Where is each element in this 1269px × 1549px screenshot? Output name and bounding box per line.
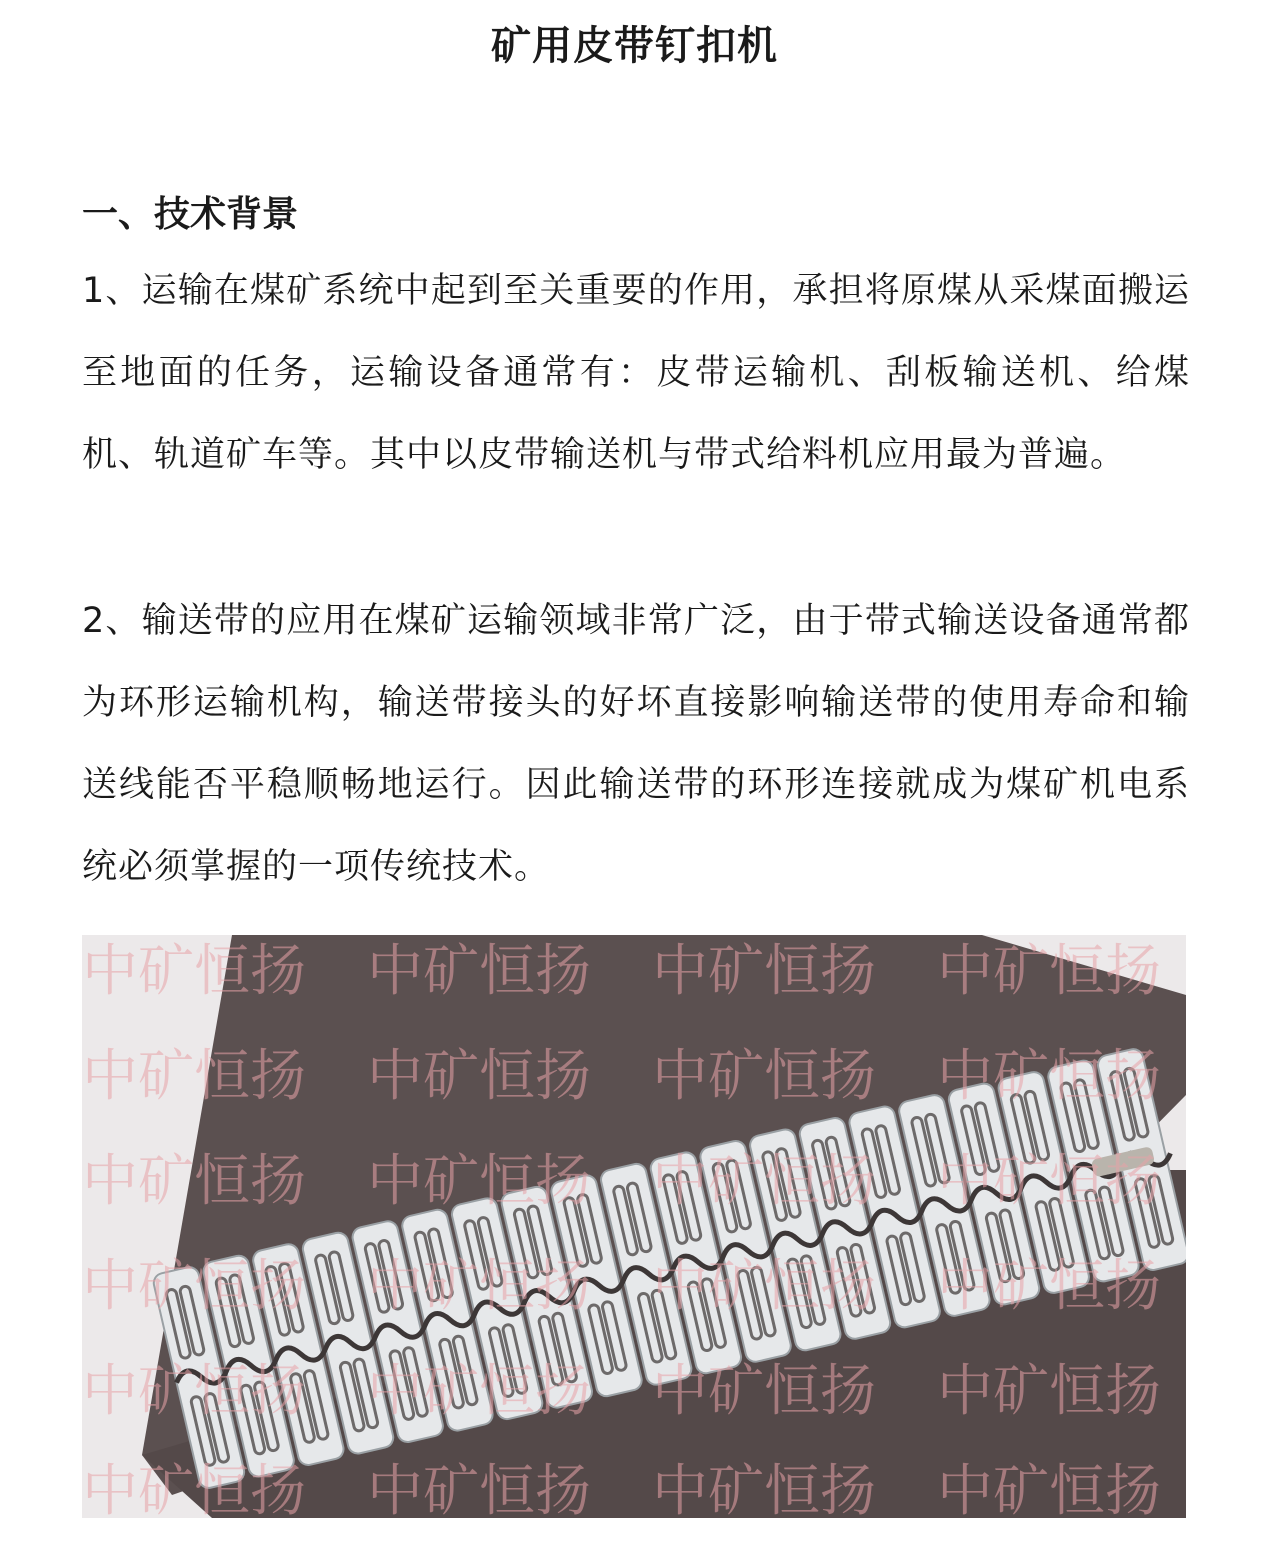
watermark-text: 中矿恒扬 xyxy=(652,1149,876,1214)
watermark-text: 中矿恒扬 xyxy=(82,1459,306,1518)
watermark-text: 中矿恒扬 xyxy=(367,1359,591,1424)
page-title: 矿用皮带钉扣机 xyxy=(491,23,778,69)
watermark-text: 中矿恒扬 xyxy=(367,1459,591,1518)
watermark-text: 中矿恒扬 xyxy=(937,1044,1161,1109)
belt-fastener-photo xyxy=(82,935,1186,1518)
watermark-text: 中矿恒扬 xyxy=(367,1254,591,1319)
paragraph-1: 1、运输在煤矿系统中起到至关重要的作用，承担将原煤从采煤面搬运至地面的任务，运输设备通常有：皮带运输机、刮板输送机、给煤机、轨道矿车等。其中以皮带输送机与带式给料机应用最为普遍。 xyxy=(82,271,1190,475)
watermark-text: 中矿恒扬 xyxy=(652,939,876,1004)
watermark-text: 中矿恒扬 xyxy=(937,939,1161,1004)
watermark-text: 中矿恒扬 xyxy=(367,1044,591,1109)
section-heading: 一、技术背景 xyxy=(82,194,299,235)
watermark-text: 中矿恒扬 xyxy=(367,1149,591,1214)
watermark-text: 中矿恒扬 xyxy=(937,1359,1161,1424)
watermark-text: 中矿恒扬 xyxy=(937,1149,1161,1214)
watermark-text: 中矿恒扬 xyxy=(82,1254,306,1319)
watermark-text: 中矿恒扬 xyxy=(652,1459,876,1518)
watermark-text: 中矿恒扬 xyxy=(82,939,306,1004)
watermark-text: 中矿恒扬 xyxy=(652,1254,876,1319)
watermark-text: 中矿恒扬 xyxy=(82,1359,306,1424)
watermark-text: 中矿恒扬 xyxy=(82,1044,306,1109)
watermark-text: 中矿恒扬 xyxy=(652,1044,876,1109)
paragraph-2: 2、输送带的应用在煤矿运输领域非常广泛，由于带式输送设备通常都为环形运输机构，输送带接头的好坏直接影响输送带的使用寿命和输送线能否平稳顺畅地运行。因此输送带的环形连接就成为煤矿机电系统必须掌握的一项传统技术。 xyxy=(82,601,1190,887)
watermark-text: 中矿恒扬 xyxy=(937,1459,1161,1518)
watermark-text: 中矿恒扬 xyxy=(937,1254,1161,1319)
watermark-text: 中矿恒扬 xyxy=(652,1359,876,1424)
watermark-text: 中矿恒扬 xyxy=(82,1149,306,1214)
watermark-text: 中矿恒扬 xyxy=(367,939,591,1004)
